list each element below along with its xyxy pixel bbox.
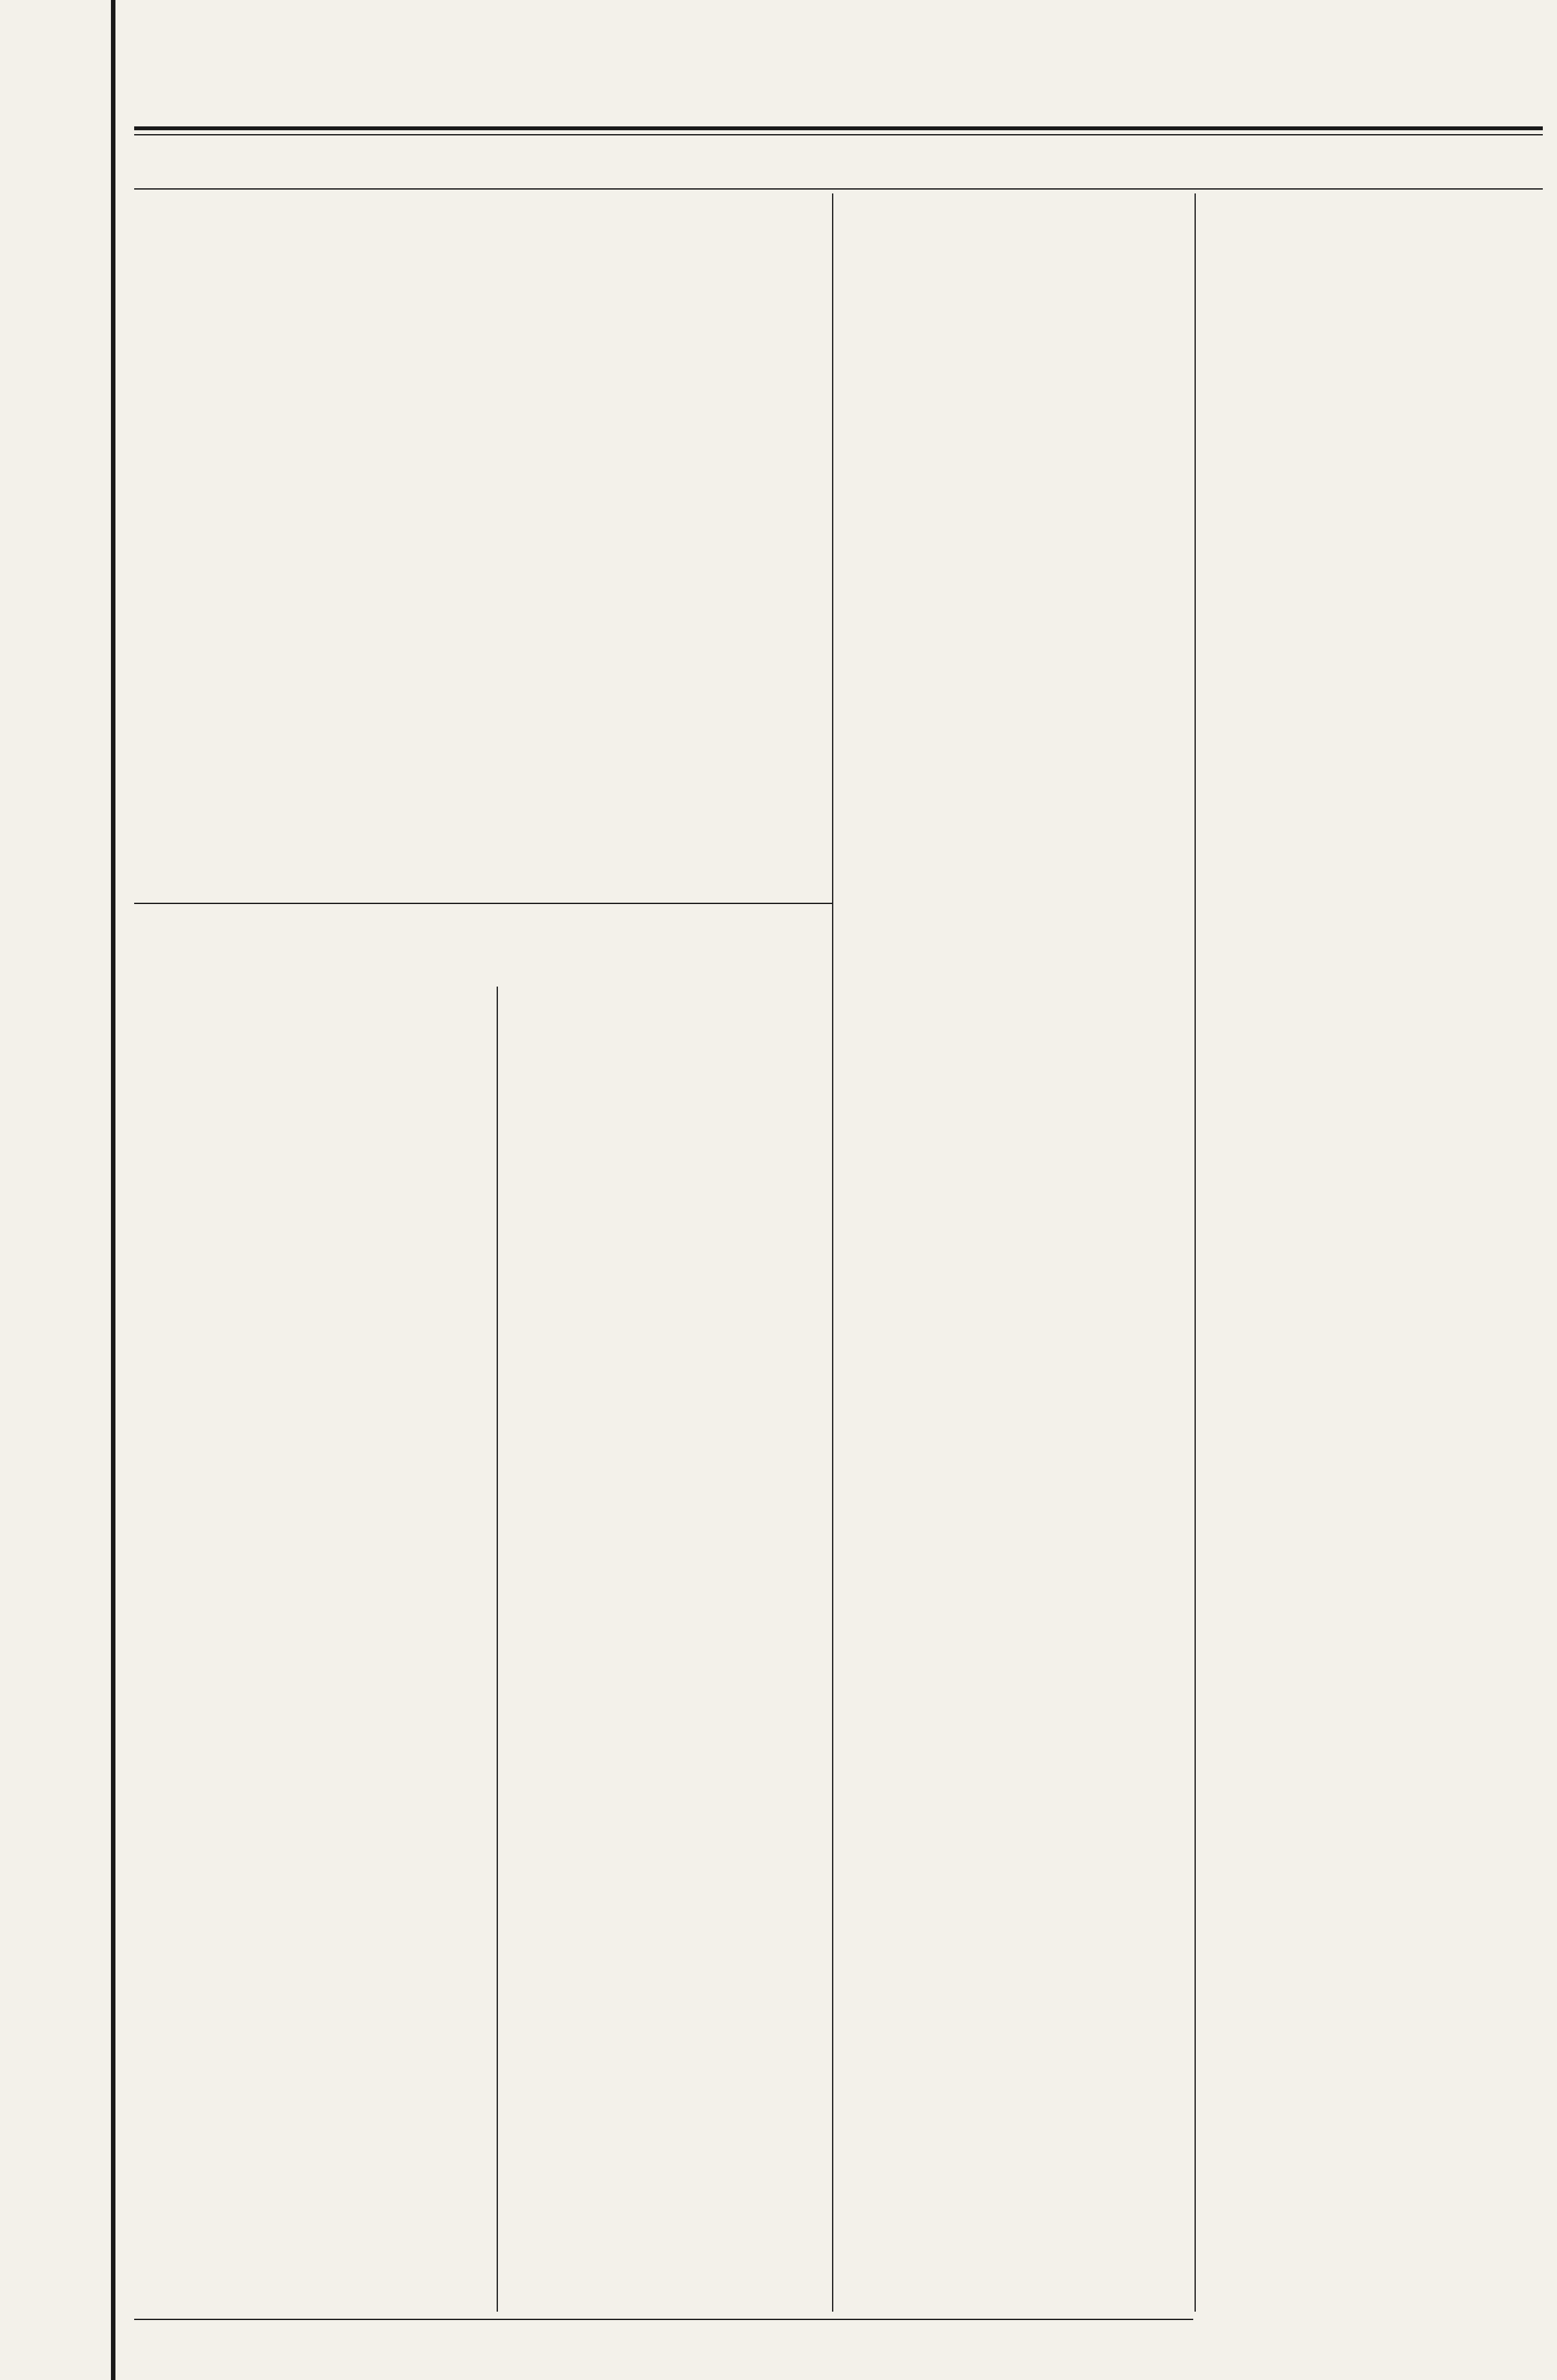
price-column-right [1201,0,1549,2354]
left-gutter [0,0,115,2380]
column-rule [1195,193,1196,2312]
price-column-middle [838,0,1192,2321]
assortiment-list-b [503,0,831,2321]
divider [134,2319,1193,2320]
column-rule [832,193,833,2312]
assortiment-list-a [142,0,493,2321]
column-rule [497,987,498,2312]
